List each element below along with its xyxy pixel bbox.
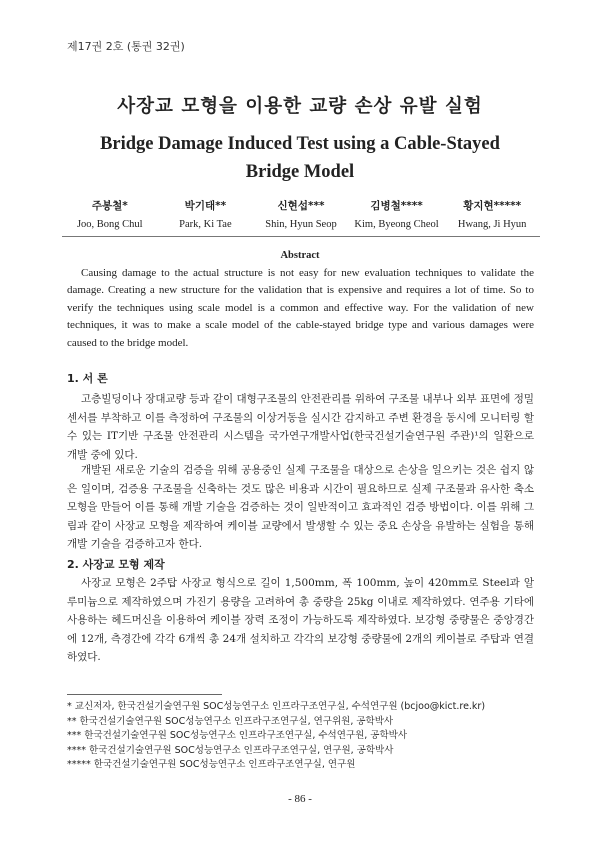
footnote: * 교신저자, 한국건설기술연구원 SOC성능연구소 인프라구조연구실, 수석연구원 (bcjoo@kict.re.kr): [67, 701, 486, 712]
author-name-ko: 김병철****: [370, 200, 423, 212]
page-number: - 86 -: [288, 793, 312, 805]
footnote: **** 한국건설기술연구원 SOC성능연구소 인프라구조연구실, 연구원, 공학박사: [67, 744, 394, 756]
author-3: [253, 198, 349, 230]
author-1: [62, 198, 158, 230]
title-korean: 사장교 모형을 이용한 교량 손상 유발 실험: [117, 96, 483, 117]
title-english: Bridge Damage Induced Test using a Cable-Stayed Bridge Model: [100, 134, 500, 182]
section-2-paragraph-1: 사장교 모형은 2주탑 사장교 형식으로 길이 1,500mm, 폭 100mm, 높이 420mm로 Steel과 알루미늄으로 제작하였으며 가진기 용량을 고려하여 총 중량을 25kg 이내로 제작하였다. 연주용 기타에 사용하는 헤드머신을 이용하여 케이블 장력 조정이 가능하도록 제작하였다. 보강형 중량물은 중앙경간에 12개, 측경간에 각각 6개씩 총 24개 설치하고 각각의 보강형 중량물에 2개의 케이블로 주탑과 연결하였다.: [67, 577, 534, 664]
footnote-divider: [67, 694, 222, 695]
author-name-en: Hwang, Ji Hyun: [457, 219, 527, 230]
author-2: [158, 198, 254, 230]
footnote: ***** 한국건설기술연구원 SOC성능연구소 인프라구조연구실, 연구원: [67, 759, 356, 770]
author-5: [444, 198, 540, 230]
header-divider: [62, 236, 540, 237]
abstract-heading: Abstract: [280, 250, 320, 261]
author-name-en: Shin, Hyun Seop: [265, 219, 337, 230]
author-name-ko: 박기태**: [184, 200, 227, 212]
author-name-en: Park, Ki Tae: [179, 219, 232, 230]
author-name-ko: 황지현*****: [463, 200, 522, 212]
abstract-body: Causing damage to the actual structure is not easy for new evaluation techniques to validate the damage. Creating a new structure for the validation that is expensive and requires a lot of time. So to verify the techniques using scale model is a common and effective way. For the validation of new techniques, it was to make a scale model of the cable-stayed bridge type and various damages were caused to the bridge model.: [67, 267, 534, 349]
journal-issue-header: 제17권 2호 (통권 32권): [67, 40, 185, 53]
footnote: *** 한국건설기술연구원 SOC성능연구소 인프라구조연구실, 수석연구원, 공학박사: [67, 730, 408, 741]
section-2-heading: 2. 사장교 모형 제작: [67, 558, 165, 571]
author-4: [349, 198, 445, 230]
author-list: [62, 198, 540, 230]
section-1-heading: 1. 서 론: [67, 372, 108, 385]
author-name-ko: 주봉철*: [91, 200, 128, 212]
author-name-en: Joo, Bong Chul: [76, 219, 143, 230]
section-1-paragraph-2: 개발된 새로운 기술의 검증을 위해 공용중인 실제 구조물을 대상으로 손상을 일으키는 것은 쉽지 않은 일이며, 검증용 구조물을 신축하는 것도 많은 비용과 시간이 필요하므로 실제 구조물과 유사한 축소 모형을 만들어 이를 통해 개발 기술을 검증하는 것이 일반적이고 효과적인 검증 방법이다. 이를 위해 그림과 같이 사장교 모형을 제작하여 케이블 교량에서 발생할 수 있는 중요 손상을 유발하는 실험을 통해 개발 기술을 검증하고자 한다.: [67, 464, 534, 551]
section-1-paragraph-1: 고층빌딩이나 장대교량 등과 같이 대형구조물의 안전관리를 위하여 구조물 내부나 외부 표면에 정밀센서를 부착하고 이를 측정하여 구조물의 이상거동을 실시간 감지하고 주변 환경을 동시에 모니터링 할 수 있는 IT기반 구조물 안전관리 시스템을 국가연구개발사업(한국건설기술연구원 주관)¹의 일환으로 개발 중에 있다.: [67, 393, 534, 461]
author-name-en: Kim, Byeong Cheol: [354, 219, 439, 230]
author-name-ko: 신현섭***: [277, 200, 325, 212]
footnote: ** 한국건설기술연구원 SOC성능연구소 인프라구조연구실, 연구위원, 공학박사: [67, 715, 394, 727]
footnotes: [67, 700, 537, 773]
